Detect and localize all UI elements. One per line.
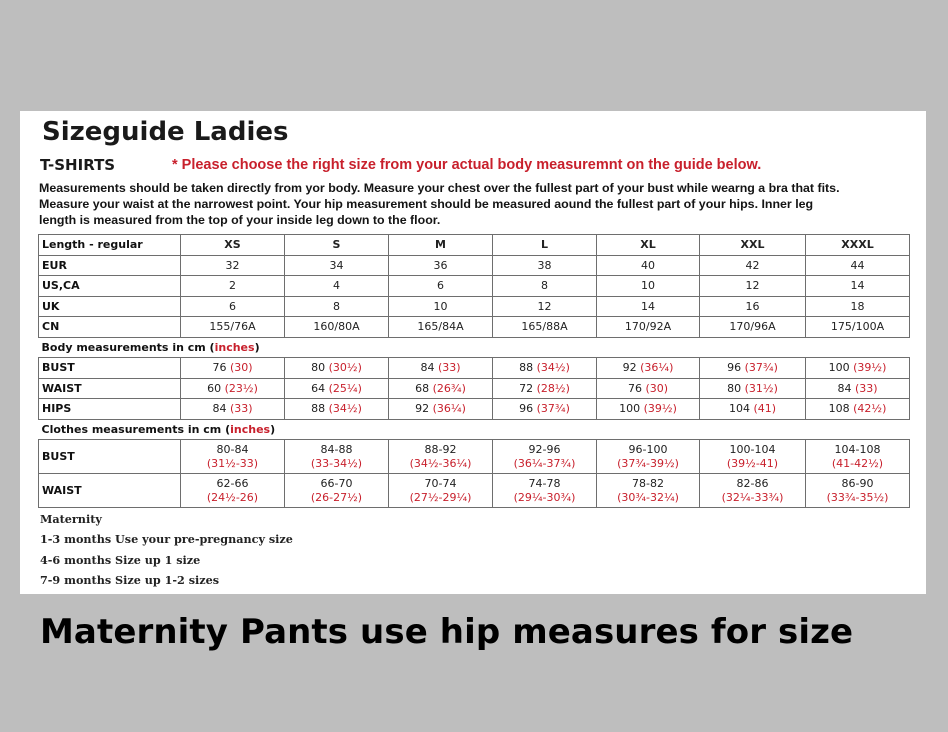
inch-value: (39½) <box>853 361 887 375</box>
table-cell: 170/96A <box>700 317 806 338</box>
table-cell <box>181 399 285 420</box>
inch-value: (39½-41) <box>726 456 779 470</box>
instruction-line: Measure your waist at the narrowest point. Your hip measurement should be measured aound the fullest part of your hips. Inner leg <box>39 197 814 211</box>
row-label: EUR <box>39 255 181 276</box>
table-cell: 38 <box>493 255 597 276</box>
table-cell: 14 <box>806 276 910 297</box>
table-cell <box>806 399 910 420</box>
table-cell: 40 <box>597 255 700 276</box>
maternity-line: 1-3 months Use your pre-pregnancy size <box>40 532 293 546</box>
table-row <box>39 317 910 338</box>
table-cell: 12 <box>700 276 806 297</box>
table-cell: 165/84A <box>389 317 493 338</box>
cm-value: 76 <box>627 381 642 395</box>
table-cell <box>700 440 806 474</box>
table-cell: 2 <box>181 276 285 297</box>
inch-value: (37¾) <box>536 402 570 416</box>
table-cell <box>493 399 597 420</box>
table-cell: 18 <box>806 296 910 317</box>
table-cell: 42 <box>700 255 806 276</box>
inch-value: (27½-29¼) <box>409 490 472 504</box>
inch-value: (28½) <box>536 381 570 395</box>
table-row <box>39 358 910 379</box>
cm-value: 84 <box>212 402 227 416</box>
cm-value: 84 <box>837 381 852 395</box>
table-cell: 32 <box>181 255 285 276</box>
cm-value: 96 <box>519 402 534 416</box>
inch-value: (37¾) <box>744 361 778 375</box>
table-cell: 155/76A <box>181 317 285 338</box>
table-cell <box>285 358 389 379</box>
table-cell <box>700 378 806 399</box>
table-cell <box>493 474 597 508</box>
section-label: Clothes measurements in cm ( <box>41 422 231 436</box>
table-cell: 165/88A <box>493 317 597 338</box>
table-cell: 44 <box>806 255 910 276</box>
maternity-line: 7-9 months Size up 1-2 sizes <box>40 573 220 587</box>
cm-value: 62-66 <box>216 476 249 490</box>
table-cell <box>181 440 285 474</box>
table-cell <box>597 399 700 420</box>
table-cell <box>493 440 597 474</box>
maternity-line: 4-6 months Size up 1 size <box>40 552 201 567</box>
cm-value: 70-74 <box>424 476 457 490</box>
table-cell <box>493 358 597 379</box>
cm-value: 104 <box>728 402 750 416</box>
table-cell <box>597 358 700 379</box>
cm-value: 74-78 <box>528 476 561 490</box>
table-cell: 8 <box>285 296 389 317</box>
table-cell: 16 <box>700 296 806 317</box>
size-column-header: S <box>285 235 389 256</box>
table-row <box>39 399 910 420</box>
section-unit: inches <box>214 340 255 354</box>
row-label: WAIST <box>39 378 181 399</box>
cm-value: 100 <box>619 402 641 416</box>
inch-value: (30½) <box>328 361 362 375</box>
table-cell <box>181 474 285 508</box>
inch-value: (30) <box>645 381 669 395</box>
inch-value: (37¾-39½) <box>617 456 679 470</box>
table-cell <box>806 474 910 508</box>
cm-value: 88 <box>519 361 534 375</box>
size-column-header: L <box>493 235 597 256</box>
table-cell <box>389 474 493 508</box>
inch-value: (36¼-37¾) <box>513 456 576 470</box>
cm-value: 60 <box>207 381 222 395</box>
inch-value: (33) <box>437 361 461 375</box>
table-cell: 6 <box>389 276 493 297</box>
row-label: BUST <box>39 440 181 474</box>
size-column-header: XXL <box>700 235 806 256</box>
size-column-header: XXXL <box>806 235 910 256</box>
table-cell <box>700 399 806 420</box>
table-cell <box>285 378 389 399</box>
inch-value: (31½-33) <box>206 456 259 470</box>
inch-value: (32¼-33¾) <box>721 490 784 504</box>
table-cell: 6 <box>181 296 285 317</box>
table-cell: 8 <box>493 276 597 297</box>
table-cell: 12 <box>493 296 597 317</box>
table-cell <box>806 440 910 474</box>
table-row <box>39 474 910 508</box>
inch-value: (25¼) <box>328 381 362 395</box>
table-row <box>39 296 910 317</box>
table-cell <box>181 378 285 399</box>
size-column-header: M <box>389 235 493 256</box>
measurement-instructions <box>39 180 924 228</box>
table-cell: 10 <box>597 276 700 297</box>
clothes-measurements-section <box>39 419 910 440</box>
cm-value: 86-90 <box>841 476 874 490</box>
table-cell <box>389 399 493 420</box>
inch-value: (33) <box>229 402 253 416</box>
inch-value: (30) <box>229 361 253 375</box>
page-title: Sizeguide Ladies <box>42 117 289 147</box>
size-column-header: XL <box>597 235 700 256</box>
size-column-header: XS <box>181 235 285 256</box>
table-cell <box>285 474 389 508</box>
cm-value: 104-108 <box>834 442 881 456</box>
cm-value: 76 <box>212 361 227 375</box>
table-cell <box>700 474 806 508</box>
cm-value: 92-96 <box>528 442 561 456</box>
inch-value: (31½) <box>744 381 778 395</box>
cm-value: 96-100 <box>628 442 668 456</box>
cm-value: 80 <box>311 361 326 375</box>
table-cell <box>389 358 493 379</box>
table-cell <box>806 378 910 399</box>
maternity-notes <box>40 512 293 591</box>
table-row <box>39 276 910 297</box>
table-cell <box>597 440 700 474</box>
inch-value: (29¼-30¾) <box>513 490 576 504</box>
inch-value: (26-27½) <box>310 490 363 504</box>
row-label: US,CA <box>39 276 181 297</box>
table-cell <box>700 358 806 379</box>
section-label: Body measurements in cm ( <box>41 340 215 354</box>
table-cell <box>597 474 700 508</box>
cm-value: 100-104 <box>729 442 776 456</box>
table-header-row <box>39 235 910 256</box>
size-notice: * Please choose the right size from your actual body measuremnt on the guide below. <box>172 157 762 173</box>
cm-value: 84 <box>420 361 435 375</box>
row-label: UK <box>39 296 181 317</box>
cm-value: 80-84 <box>216 442 249 456</box>
maternity-heading: Maternity <box>40 512 102 526</box>
instruction-line: Measurements should be taken directly from yor body. Measure your chest over the fullest part of your bust while wearng a bra that fits. <box>39 181 840 195</box>
inch-value: (36¼) <box>432 402 466 416</box>
table-cell <box>285 399 389 420</box>
cm-value: 88 <box>311 402 326 416</box>
inch-value: (34½) <box>536 361 570 375</box>
cm-value: 72 <box>519 381 534 395</box>
cm-value: 84-88 <box>320 442 353 456</box>
inch-value: (34½) <box>328 402 362 416</box>
table-cell: 34 <box>285 255 389 276</box>
cm-value: 66-70 <box>320 476 353 490</box>
inch-value: (30¾-32¼) <box>617 490 679 504</box>
inch-value: (36¼) <box>640 361 674 375</box>
row-label: BUST <box>39 358 181 379</box>
cm-value: 96 <box>727 361 742 375</box>
table-cell: 10 <box>389 296 493 317</box>
cm-value: 108 <box>828 402 850 416</box>
category-subtitle: T-SHIRTS <box>40 156 116 174</box>
row-label: WAIST <box>39 474 181 508</box>
body-measurements-section <box>39 337 910 358</box>
table-row <box>39 378 910 399</box>
inch-value: (34½-36¼) <box>409 456 472 470</box>
inch-value: (24½-26) <box>206 490 259 504</box>
table-row <box>39 440 910 474</box>
row-label: HIPS <box>39 399 181 420</box>
table-cell <box>285 440 389 474</box>
row-label: CN <box>39 317 181 338</box>
maternity-pants-banner: Maternity Pants use hip measures for size <box>40 612 854 652</box>
table-cell: 14 <box>597 296 700 317</box>
inch-value: (39½) <box>643 402 677 416</box>
table-cell: 160/80A <box>285 317 389 338</box>
cm-value: 80 <box>727 381 742 395</box>
table-cell: 175/100A <box>806 317 910 338</box>
inch-value: (41-42½) <box>831 456 884 470</box>
section-close: ) <box>270 422 276 436</box>
table-cell <box>597 378 700 399</box>
section-unit: inches <box>230 422 271 436</box>
inch-value: (42½) <box>853 402 887 416</box>
size-guide-card <box>20 111 926 594</box>
section-close: ) <box>254 340 260 354</box>
size-table <box>38 234 910 508</box>
inch-value: (33-34½) <box>310 456 363 470</box>
cm-value: 78-82 <box>632 476 664 490</box>
table-cell <box>493 378 597 399</box>
inch-value: (33¾-35½) <box>826 490 889 504</box>
cm-value: 68 <box>415 381 430 395</box>
cm-value: 100 <box>828 361 850 375</box>
inch-value: (41) <box>753 402 777 416</box>
cm-value: 92 <box>622 361 637 375</box>
cm-value: 64 <box>311 381 326 395</box>
table-row <box>39 255 910 276</box>
table-cell <box>181 358 285 379</box>
header-label: Length - regular <box>39 235 181 256</box>
cm-value: 82-86 <box>736 476 769 490</box>
cm-value: 88-92 <box>424 442 457 456</box>
table-cell: 4 <box>285 276 389 297</box>
table-cell: 36 <box>389 255 493 276</box>
cm-value: 92 <box>415 402 430 416</box>
table-cell <box>389 378 493 399</box>
instruction-line: length is measured from the top of your inside leg down to the floor. <box>39 213 441 227</box>
inch-value: (33) <box>854 381 878 395</box>
inch-value: (23½) <box>224 381 258 395</box>
table-cell: 170/92A <box>597 317 700 338</box>
table-cell <box>389 440 493 474</box>
table-cell <box>806 358 910 379</box>
inch-value: (26¾) <box>432 381 466 395</box>
